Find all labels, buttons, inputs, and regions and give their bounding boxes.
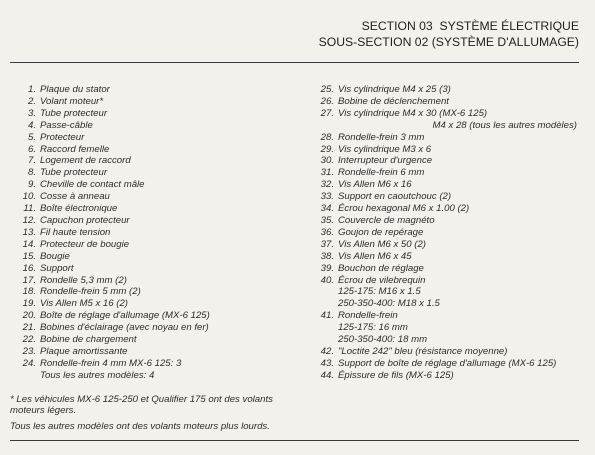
item-text: Rondelle 5,3 mm (2) (40, 274, 127, 286)
list-item (10, 120, 295, 132)
item-text: Boîte de réglage d'allumage (MX-6 125) (40, 310, 210, 322)
item-text: Rondelle-frein 4 mm MX-6 125: 3 (40, 357, 182, 369)
list-item (10, 203, 295, 215)
item-number: 18. (22, 286, 36, 298)
item-number: 40. (320, 274, 334, 286)
subsection-title: SOUS-SECTION 02 (SYSTÈME D'ALLUMAGE) (318, 35, 579, 49)
item-number: 7. (27, 155, 36, 167)
item-text: Vis cylindrique M3 x 6 (338, 143, 432, 155)
item-number: 35. (320, 214, 334, 226)
item-text: Bouchon de réglage (338, 262, 424, 274)
item-number: 8. (27, 167, 36, 179)
item-number: 6. (27, 143, 36, 155)
item-text: Vis Allen M6 x 45 (338, 250, 412, 262)
item-number: 1. (27, 84, 36, 95)
item-text: Rondelle-frein 3 mm (338, 131, 425, 143)
list-item (10, 144, 295, 156)
item-continuation: M4 x 28 (tous les autres modèles) (432, 119, 577, 131)
item-number: 10. (22, 191, 36, 203)
item-number: 33. (320, 191, 334, 203)
item-text: Cosse à anneau (40, 191, 110, 203)
item-text: Bobine de chargement (40, 334, 137, 346)
item-continuation: 125-175: 16 mm (338, 322, 408, 334)
section-number: SECTION 03 (361, 19, 433, 33)
list-item (10, 96, 295, 108)
item-text: Tube protecteur (40, 167, 108, 179)
item-text: Fil haute tension (40, 226, 111, 238)
item-text: Logement de raccord (40, 155, 131, 167)
item-text: Rondelle-frein 5 mm (2) (40, 286, 141, 298)
list-item (10, 263, 295, 275)
item-text: Bougie (40, 250, 70, 262)
item-number: 20. (22, 310, 36, 322)
item-continuation: 250-350-400: 18 mm (338, 334, 428, 346)
list-item (10, 215, 295, 227)
footnote-2: Tous les autres modèles ont des volants moteurs plus lourds. (10, 420, 270, 432)
list-item (308, 275, 593, 287)
top-divider (10, 62, 579, 63)
item-number: 29. (320, 143, 334, 155)
item-text: Épissure de fils (MX-6 125) (338, 369, 454, 381)
item-text: Capuchon protecteur (40, 214, 130, 226)
list-item (10, 239, 295, 251)
parts-list-right (308, 84, 593, 382)
item-number: 42. (320, 345, 334, 357)
list-item (308, 155, 593, 167)
section-title: SYSTÈME ÉLECTRIQUE (439, 19, 579, 33)
list-item (10, 298, 295, 310)
list-item (10, 334, 295, 346)
item-text: Boîte électronique (40, 203, 118, 215)
item-text: Bobine de déclenchement (338, 95, 449, 107)
item-text: Vis cylindrique M4 x 25 (3) (338, 84, 451, 95)
item-number: 32. (320, 179, 334, 191)
list-item (10, 358, 295, 370)
item-continuation: 125-175: M16 x 1.5 (338, 286, 421, 298)
list-item (10, 84, 295, 96)
list-item (308, 263, 593, 275)
item-text: Vis Allen M6 x 16 (338, 179, 412, 191)
item-text: Vis Allen M5 x 16 (2) (40, 298, 128, 310)
item-number: 5. (27, 131, 36, 143)
list-item (308, 108, 593, 120)
item-text: Écrou de vilebrequin (338, 274, 426, 286)
item-number: 26. (320, 95, 334, 107)
section-line-1 (319, 18, 579, 34)
list-item (308, 132, 593, 144)
item-number: 30. (320, 155, 334, 167)
item-text: Rondelle-frein 6 mm (338, 167, 425, 179)
list-item (308, 239, 593, 251)
list-item (308, 370, 593, 382)
list-item (308, 215, 593, 227)
item-number: 9. (27, 179, 36, 191)
item-number: 15. (22, 250, 36, 262)
footnotes (10, 394, 295, 436)
item-text: Support en caoutchouc (2) (338, 191, 452, 203)
list-item (10, 108, 295, 120)
item-number: 27. (320, 107, 334, 119)
item-number: 41. (320, 310, 334, 322)
item-number: 2. (27, 95, 36, 107)
list-item (308, 144, 593, 156)
item-text: Plaque du stator (40, 84, 110, 95)
list-item (308, 203, 593, 215)
item-number: 31. (320, 167, 334, 179)
item-number: 13. (22, 226, 36, 238)
item-number: 22. (22, 334, 36, 346)
list-item (10, 132, 295, 144)
list-item (10, 346, 295, 358)
list-item (10, 310, 295, 322)
item-continuation: Tous les autres modèles: 4 (40, 369, 155, 381)
item-number: 11. (23, 203, 36, 215)
list-item (308, 167, 593, 179)
item-number: 4. (27, 119, 36, 131)
list-item (10, 227, 295, 239)
list-item (308, 227, 593, 239)
item-text: Interrupteur d'urgence (338, 155, 433, 167)
list-item (10, 191, 295, 203)
item-number: 34. (320, 203, 334, 215)
item-text: Support de boîte de réglage d'allumage (MX-6 125) (338, 357, 557, 369)
item-text: Support (40, 262, 74, 274)
parts-list-left (10, 84, 295, 382)
list-item (10, 322, 295, 334)
item-number: 12. (22, 214, 36, 226)
item-number: 17. (22, 274, 36, 286)
list-item (308, 84, 593, 96)
bottom-divider (10, 440, 579, 441)
list-item (308, 191, 593, 203)
list-item (10, 179, 295, 191)
item-number: 36. (320, 226, 334, 238)
list-item (10, 251, 295, 263)
item-text: Rondelle-frein (338, 310, 398, 322)
list-item (308, 358, 593, 370)
item-text: Passe-câble (40, 119, 93, 131)
list-item (308, 346, 593, 358)
item-text: Cheville de contact mâle (40, 179, 145, 191)
item-number: 14. (22, 238, 36, 250)
item-number: 21. (22, 322, 36, 334)
item-text: Goujon de repérage (338, 226, 424, 238)
item-number: 38. (320, 250, 334, 262)
item-number: 28. (320, 131, 334, 143)
list-item (10, 155, 295, 167)
list-item (10, 275, 295, 287)
item-text: Vis cylindrique M4 x 30 (MX-6 125) (338, 107, 488, 119)
list-item (10, 167, 295, 179)
item-number: 24. (22, 357, 36, 369)
item-text: "Loctite 242" bleu (résistance moyenne) (338, 345, 508, 357)
item-text: Couvercle de magnéto (338, 214, 435, 226)
item-continuation: 250-350-400: M18 x 1.5 (338, 298, 440, 310)
item-number: 16. (22, 262, 36, 274)
item-text: Protecteur de bougie (40, 238, 130, 250)
item-number: 39. (320, 262, 334, 274)
item-number: 23. (22, 345, 36, 357)
item-number: 44. (320, 369, 334, 381)
item-text: Plaque amortissante (40, 345, 128, 357)
item-text: Volant moteur* (40, 95, 104, 107)
item-number: 3. (27, 107, 36, 119)
list-item (308, 251, 593, 263)
item-text: Vis Allen M6 x 50 (2) (338, 238, 426, 250)
list-item (308, 179, 593, 191)
item-number: 25. (320, 84, 334, 95)
item-text: Écrou hexagonal M6 x 1.00 (2) (338, 203, 470, 215)
item-text: Bobines d'éclairage (avec noyau en fer) (40, 322, 209, 334)
item-text: Raccord femelle (40, 143, 110, 155)
item-text: Tube protecteur (40, 107, 108, 119)
footnote-1: * Les véhicules MX-6 125-250 et Qualifier 175 ont des volants moteurs légers. (10, 394, 273, 417)
list-item (308, 310, 593, 322)
item-number: 37. (320, 238, 334, 250)
list-item (308, 96, 593, 108)
item-number: 19. (22, 298, 36, 310)
section-header (319, 18, 579, 50)
item-number: 43. (320, 357, 334, 369)
list-item (10, 286, 295, 298)
item-text: Protecteur (40, 131, 85, 143)
